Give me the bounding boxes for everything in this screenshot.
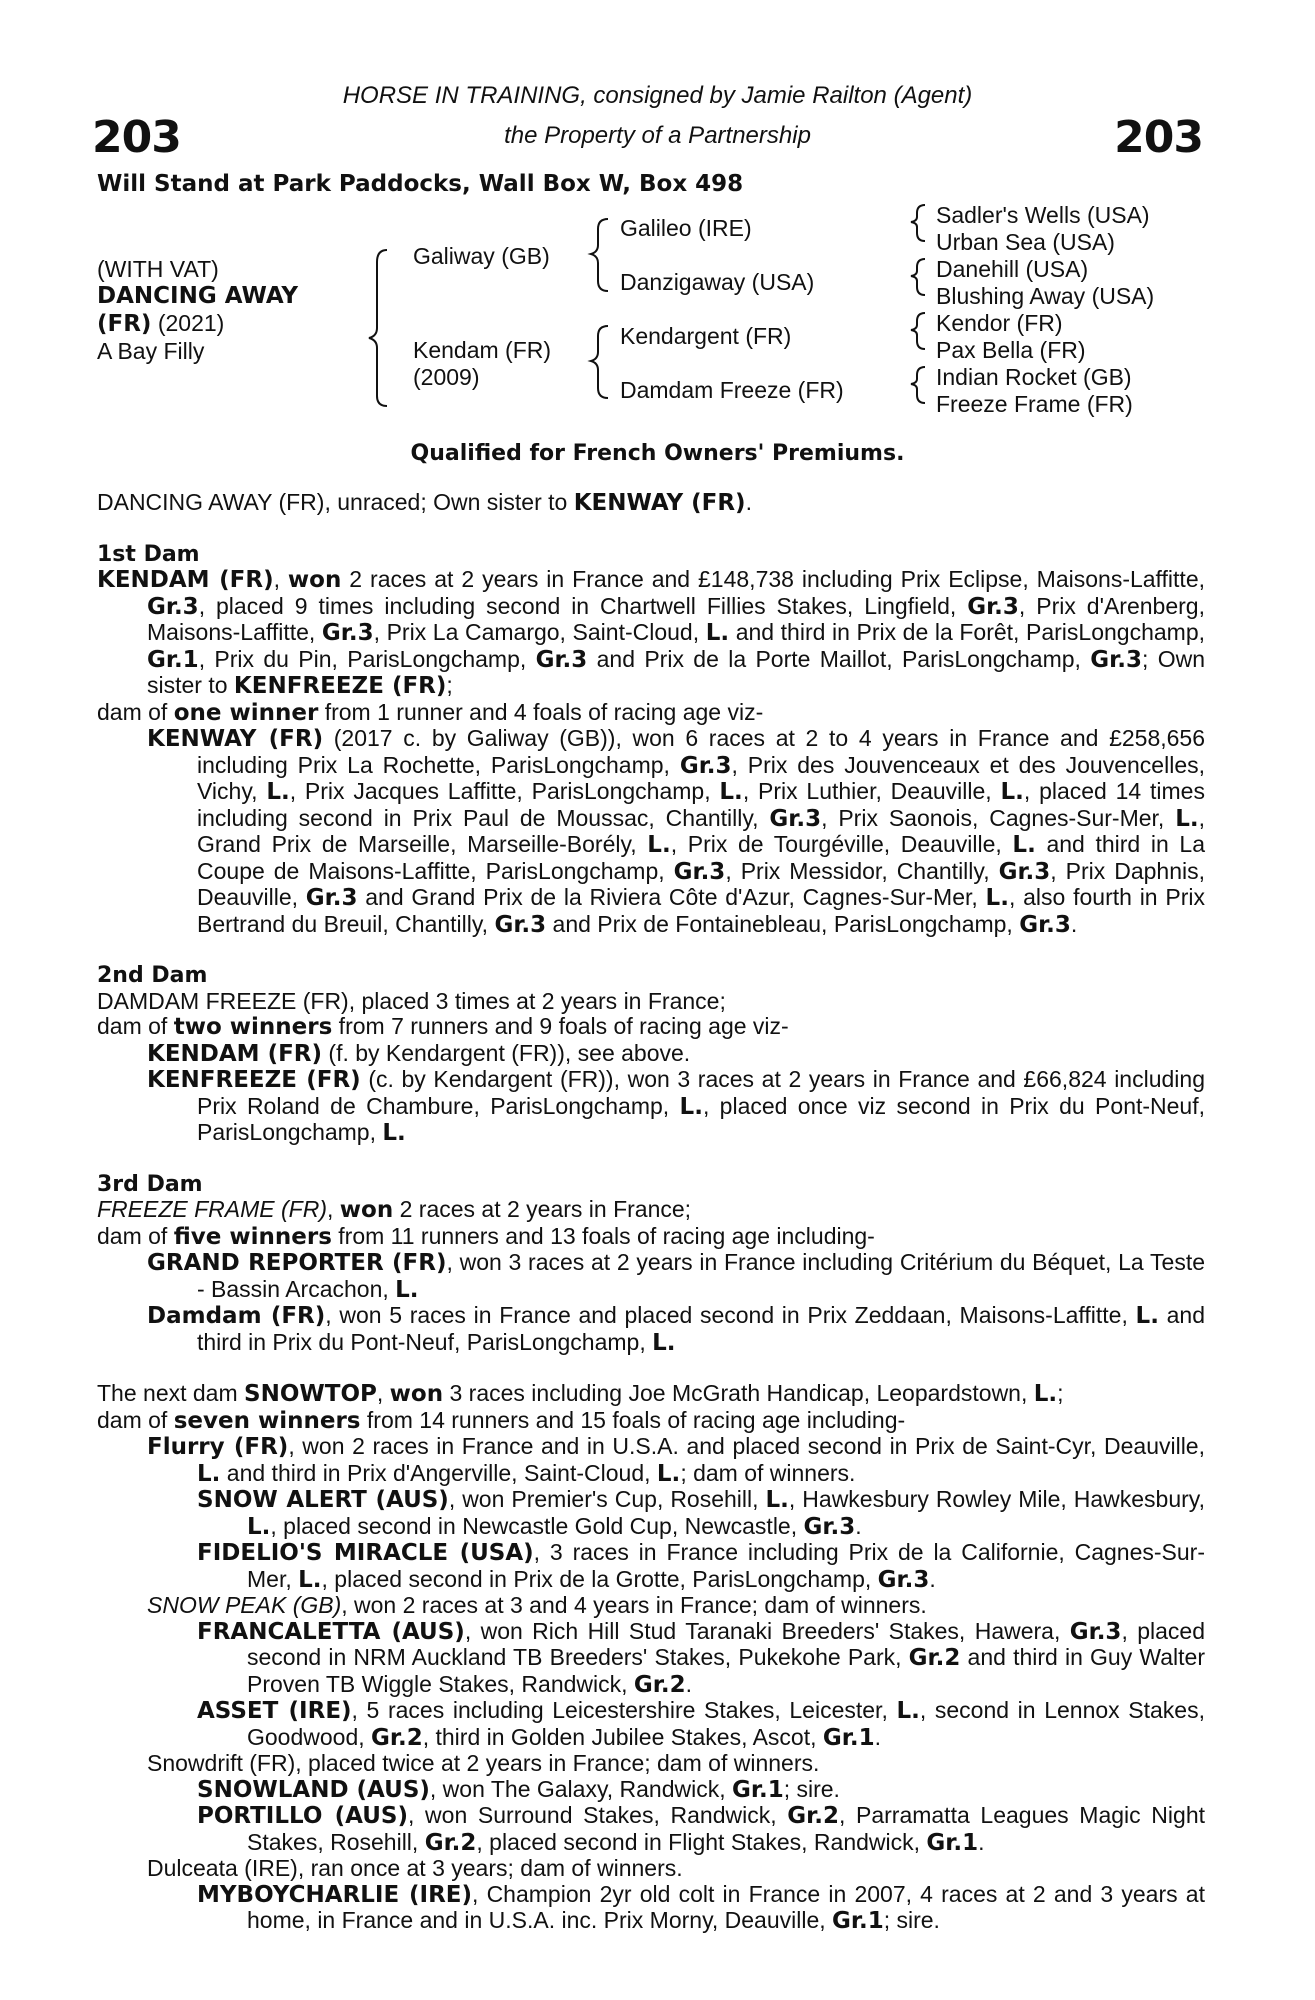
pedigree-sire-dam: Danzigaway (USA)	[620, 269, 815, 295]
snowdrift-entry: Snowdrift (FR), placed twice at 2 years in France; dam of winners.	[147, 1750, 820, 1776]
brace-sire	[591, 219, 608, 291]
consignor-line: HORSE IN TRAINING, consigned by Jamie Railton (Agent)	[342, 82, 973, 109]
brace-parents	[369, 250, 387, 406]
qualification-note: Qualified for French Owners' Premiums.	[410, 441, 905, 466]
dam2-produce: dam of two winners from 7 runners and 9 foals of racing age viz-	[97, 1013, 789, 1040]
fidelios-miracle-entry: FIDELIO'S MIRACLE (USA), 3 races in France including Prix de la Californie, Cagnes-Sur-Mer, L., placed second in Prix de la Grotte, ParisLongchamp, Gr.3.	[197, 1539, 1205, 1593]
myboycharlie-entry: MYBOYCHARLIE (IRE), Champion 2yr old colt in France in 2007, 4 races at 2 and 3 years at home, in France and in U.S.A. inc. Prix Morny, Deauville, Gr.1; sire.	[197, 1880, 1205, 1934]
pedigree-dam-sire: Kendargent (FR)	[620, 323, 792, 349]
section-3rd-dam: 3rd Dam	[97, 1171, 203, 1197]
pedigree-g6: Pax Bella (FR)	[936, 337, 1086, 363]
damdam-entry: Damdam (FR), won 5 races in France and placed second in Prix Zeddaan, Maisons-Laffitte, L. and third in Prix du Pont-Neuf, ParisLongchamp, L.	[147, 1302, 1206, 1356]
portillo-entry: PORTILLO (AUS), won Surround Stakes, Randwick, Gr.2, Parramatta Leagues Magic Night Stakes, Rosehill, Gr.2, placed second in Flight Stakes, Randwick, Gr.1.	[197, 1802, 1205, 1856]
snow-alert-entry: SNOW ALERT (AUS), won Premier's Cup, Rosehill, L., Hawkesbury Rowley Mile, Hawkesbury, L., placed second in Newcastle Gold Cup, Newcastle, Gr.3.	[197, 1486, 1205, 1540]
lot-number-right: 203	[1114, 112, 1203, 163]
pedigree-sire: Galiway (GB)	[413, 243, 550, 269]
pedigree-g1: Sadler's Wells (USA)	[936, 202, 1150, 228]
section-1st-dam: 1st Dam	[97, 541, 200, 567]
horse-year: (2021)	[151, 310, 225, 336]
brace-g3	[911, 313, 925, 349]
next-dam-entry: The next dam SNOWTOP, won 3 races including Joe McGrath Handicap, Leopardstown, L.;	[97, 1380, 1064, 1407]
lot-number-left: 203	[92, 112, 181, 163]
pedigree-g8: Freeze Frame (FR)	[936, 391, 1133, 417]
dam2-entry: DAMDAM FREEZE (FR), placed 3 times at 2 years in France;	[97, 987, 726, 1014]
flurry-entry: Flurry (FR), won 2 races in France and in U.S.A. and placed second in Prix de Saint-Cyr, Deauville, L. and third in Prix d'Angerville, Saint-Cloud, L.; dam of winners.	[147, 1433, 1205, 1487]
vat-label: (WITH VAT)	[97, 256, 219, 282]
pedigree-g2: Urban Sea (USA)	[936, 229, 1115, 255]
horse-country: (FR)	[97, 311, 152, 337]
kendam-ref: KENDAM (FR) (f. by Kendargent (FR)), see above.	[147, 1039, 691, 1067]
section-2nd-dam: 2nd Dam	[97, 963, 208, 988]
dam1-produce: dam of one winner from 1 runner and 4 foals of racing age viz-	[97, 698, 764, 726]
kenfreeze-entry: KENFREEZE (FR) (c. by Kendargent (FR)), won 3 races at 2 years in France and £66,824 including Prix Roland de Chambure, ParisLongchamp, L., placed once viz second in Prix du Pont-Neuf, ParisLongchamp, L.	[147, 1066, 1206, 1146]
brace-g1	[911, 205, 925, 241]
pedigree-g5: Kendor (FR)	[936, 310, 1063, 336]
next-dam-produce: dam of seven winners from 14 runners and 15 foals of racing age including-	[97, 1406, 906, 1434]
catalogue-body	[97, 490, 1205, 1935]
grand-reporter-entry: GRAND REPORTER (FR), won 3 races at 2 years in France including Critérium du Béquet, La Teste - Bassin Arcachon, L.	[147, 1249, 1206, 1303]
intro-line: DANCING AWAY (FR), unraced; Own sister to KENWAY (FR).	[97, 489, 752, 516]
pedigree-dam-year: (2009)	[413, 364, 480, 390]
kenway-entry: KENWAY (FR) (2017 c. by Galiway (GB)), won 6 races at 2 to 4 years in France and £258,656 including Prix La Rochette, ParisLongchamp, Gr.3, Prix des Jouvenceaux et des Jouvencelles, Vichy, L., Prix Jacques Laffitte, ParisLongchamp, L., Prix Luthier, Deauville, L., placed 14 times including second in Prix Paul de Moussac, Chantilly, Gr.3, Prix Saonois, Cagnes-Sur-Mer, L., Grand Prix de Marseille, Marseille-Borély, L., Prix de Tourgéville, Deauville, L. and third in La Coupe de Maisons-Laffitte, ParisLongchamp, Gr.3, Prix Messidor, Chantilly, Gr.3, Prix Daphnis, Deauville, Gr.3 and Grand Prix de la Riviera Côte d'Azur, Cagnes-Sur-Mer, L., also fourth in Prix Bertrand du Breuil, Chantilly, Gr.3 and Prix de Fontainebleau, ParisLongchamp, Gr.3.	[147, 725, 1206, 938]
pedigree-dam: Kendam (FR)	[413, 337, 552, 363]
pedigree-sire-sire: Galileo (IRE)	[620, 215, 752, 241]
brace-dam	[591, 326, 608, 398]
pedigree-g3: Danehill (USA)	[936, 256, 1089, 282]
dam3-entry: FREEZE FRAME (FR), won 2 races at 2 years in France;	[97, 1196, 692, 1223]
horse-name: DANCING AWAY	[97, 283, 299, 309]
brace-g2	[911, 259, 925, 295]
brace-g4	[911, 367, 925, 403]
dam1-entry: KENDAM (FR), won 2 races at 2 years in France and £148,738 including Prix Eclipse, Maisons-Laffitte, Gr.3, placed 9 times including second in Chartwell Fillies Stakes, Lingfield, Gr.3, Prix d'Arenberg, Maisons-Laffitte, Gr.3, Prix La Camargo, Saint-Cloud, L. and third in Prix de la Forêt, ParisLongchamp, Gr.1, Prix du Pin, ParisLongchamp, Gr.3 and Prix de la Porte Maillot, ParisLongchamp, Gr.3; Own sister to KENFREEZE (FR);	[97, 566, 1206, 699]
horse-description: A Bay Filly	[97, 338, 205, 364]
pedigree-g7: Indian Rocket (GB)	[936, 364, 1132, 390]
dam3-produce: dam of five winners from 11 runners and 13 foals of racing age including-	[97, 1222, 875, 1250]
dulceata-entry: Dulceata (IRE), ran once at 3 years; dam of winners.	[147, 1855, 683, 1881]
stand-location: Will Stand at Park Paddocks, Wall Box W, Box 498	[97, 171, 744, 197]
snowland-entry: SNOWLAND (AUS), won The Galaxy, Randwick, Gr.1; sire.	[197, 1775, 840, 1803]
property-line: the Property of a Partnership	[504, 122, 811, 149]
snow-peak-entry: SNOW PEAK (GB), won 2 races at 3 and 4 years in France; dam of winners.	[147, 1592, 927, 1618]
pedigree-g4: Blushing Away (USA)	[936, 283, 1155, 309]
asset-entry: ASSET (IRE), 5 races including Leicestershire Stakes, Leicester, L., second in Lennox Stakes, Goodwood, Gr.2, third in Golden Jubilee Stakes, Ascot, Gr.1.	[197, 1697, 1205, 1751]
francaletta-entry: FRANCALETTA (AUS), won Rich Hill Stud Taranaki Breeders' Stakes, Hawera, Gr.3, placed second in NRM Auckland TB Breeders' Stakes, Pukekohe Park, Gr.2 and third in Guy Walter Proven TB Wiggle Stakes, Randwick, Gr.2.	[197, 1617, 1205, 1698]
pedigree-dam-dam: Damdam Freeze (FR)	[620, 377, 844, 403]
